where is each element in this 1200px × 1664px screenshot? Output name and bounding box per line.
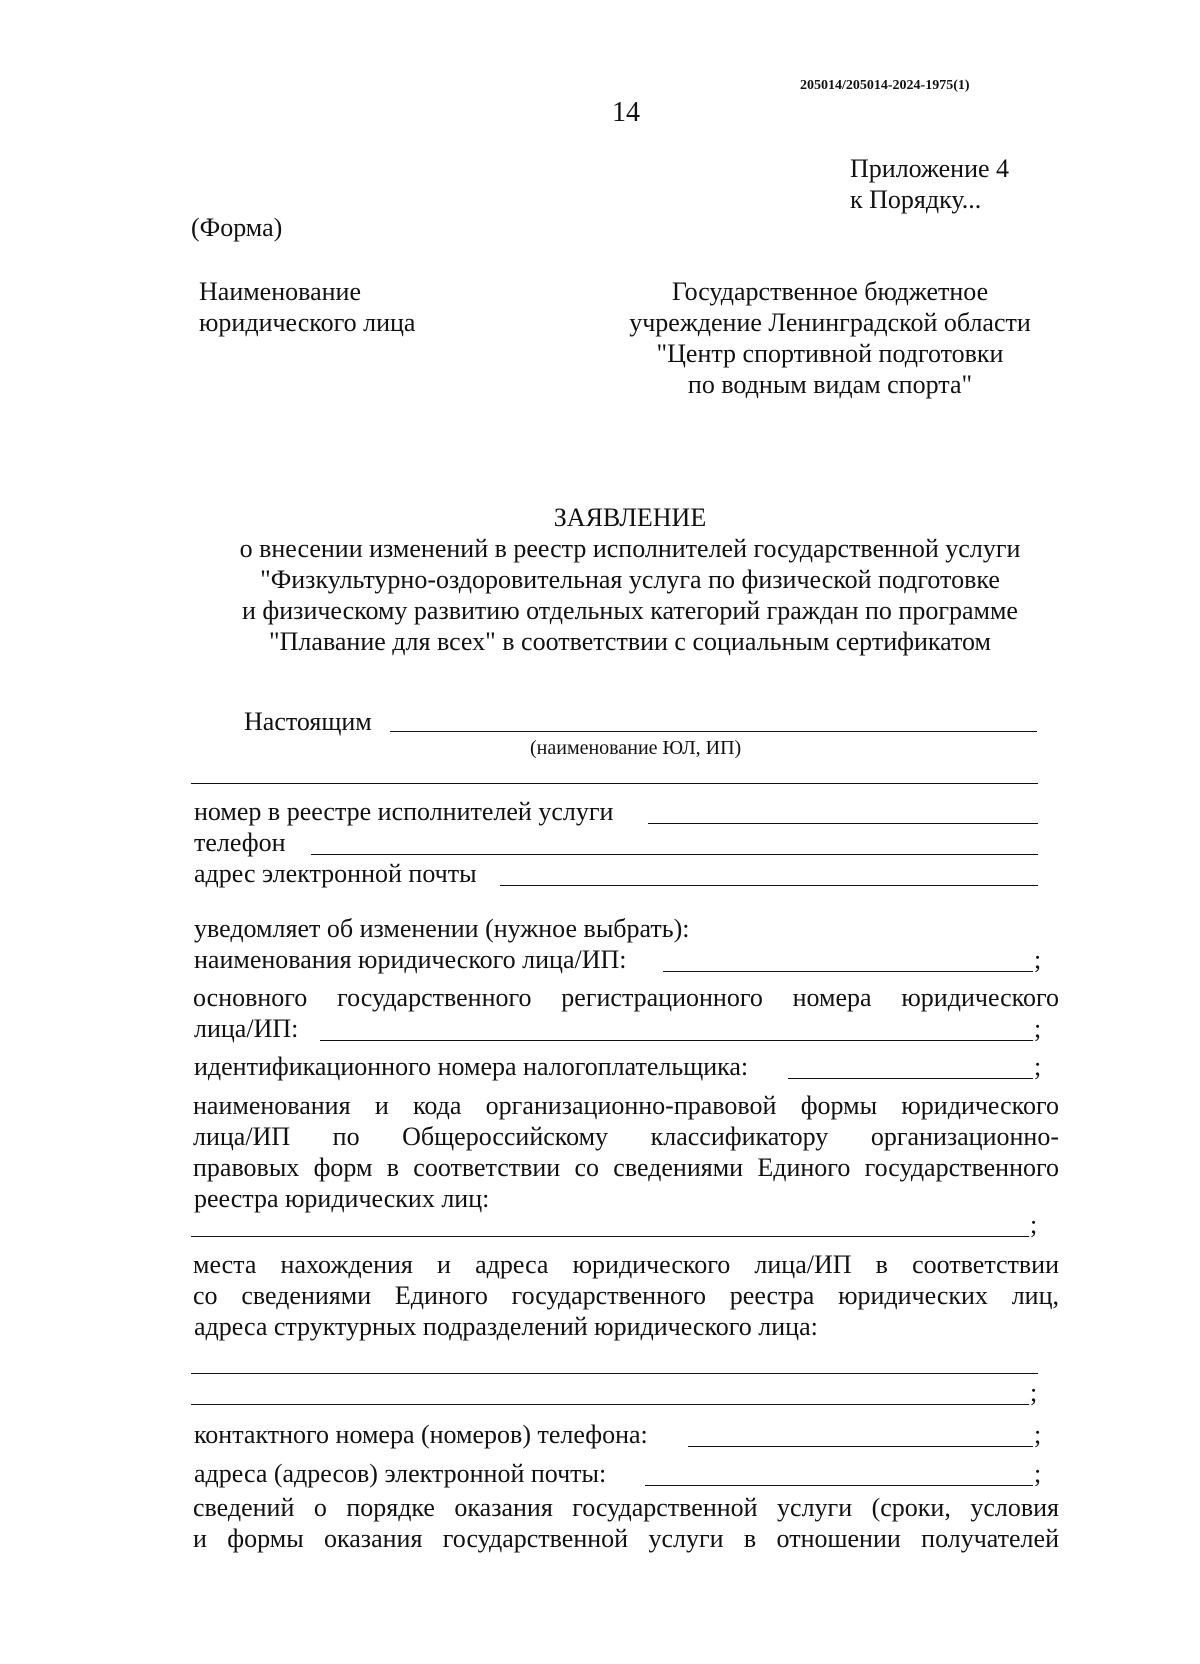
- document-id: 205014/205014-2024-1975(1): [800, 78, 970, 93]
- semicolon: ;: [1034, 1014, 1042, 1043]
- change-opf-label-cont: правовых форм в соответствии со сведениями Единого государственного: [193, 1153, 1059, 1182]
- change-contact-phone-field[interactable]: [688, 1446, 1033, 1447]
- title-subline: и физическому развитию отдельных категорий граждан по программе: [242, 596, 1018, 625]
- phone-label: телефон: [194, 828, 286, 857]
- entity-name-field[interactable]: [390, 731, 1037, 732]
- recipient-line: учреждение Ленинградской области: [629, 308, 1031, 337]
- appendix-reference: к Порядку...: [850, 185, 982, 214]
- recipient-line: по водным видам спорта": [687, 370, 973, 399]
- registry-number-field[interactable]: [648, 823, 1038, 824]
- email-field[interactable]: [500, 885, 1038, 886]
- email-label: адрес электронной почты: [194, 859, 477, 888]
- change-service-label-cont: и формы оказания государственной услуги в отношении получателей: [193, 1524, 1059, 1553]
- change-name-field[interactable]: [663, 971, 1033, 972]
- change-contact-phone-label: контактного номера (номеров) телефона:: [194, 1420, 648, 1449]
- changes-intro: уведомляет об изменении (нужное выбрать):: [194, 914, 690, 943]
- document-title: ЗАЯВЛЕНИЕ: [553, 503, 707, 532]
- change-ogrn-label: основного государственного регистрационного номера юридического: [193, 983, 1059, 1012]
- change-address-field[interactable]: [191, 1373, 1038, 1374]
- change-inn-field[interactable]: [788, 1078, 1033, 1079]
- change-opf-label-cont: реестра юридических лиц:: [194, 1184, 490, 1213]
- intro-label: Настоящим: [244, 707, 372, 736]
- change-contact-email-field[interactable]: [645, 1485, 1033, 1486]
- legal-entity-name-label: Наименование: [199, 277, 361, 306]
- phone-field[interactable]: [311, 854, 1038, 855]
- change-contact-email-label: адреса (адресов) электронной почты:: [194, 1459, 607, 1488]
- change-ogrn-field[interactable]: [320, 1040, 1033, 1041]
- recipient-line: Государственное бюджетное: [671, 277, 989, 306]
- semicolon: ;: [1034, 1459, 1042, 1488]
- title-subline: "Физкультурно-оздоровительная услуга по физической подготовке: [260, 565, 1000, 594]
- registry-number-label: номер в реестре исполнителей услуги: [194, 797, 614, 826]
- semicolon: ;: [1034, 945, 1042, 974]
- semicolon: ;: [1034, 1052, 1042, 1081]
- title-subline: "Плавание для всех" в соответствии с социальным сертификатом: [269, 627, 991, 656]
- change-address-label-cont: со сведениями Единого государственного реестра юридических лиц,: [193, 1281, 1059, 1310]
- change-opf-label: наименования и кода организационно-правовой формы юридического: [193, 1091, 1059, 1120]
- semicolon: ;: [1030, 1210, 1038, 1239]
- recipient-line: "Центр спортивной подготовки: [656, 339, 1004, 368]
- change-opf-field[interactable]: [191, 1236, 1029, 1237]
- change-address-label-cont: адреса структурных подразделений юридического лица:: [194, 1312, 818, 1341]
- form-label: (Форма): [191, 213, 283, 242]
- change-inn-label: идентификационного номера налогоплательщика:: [194, 1052, 749, 1081]
- change-ogrn-label-cont: лица/ИП:: [194, 1014, 299, 1043]
- title-subline: о внесении изменений в реестр исполнителей государственной услуги: [239, 534, 1021, 563]
- change-address-field-continued[interactable]: [191, 1404, 1029, 1405]
- change-service-label: сведений о порядке оказания государственной услуги (сроки, условия: [193, 1493, 1059, 1522]
- page-number: 14: [612, 97, 640, 128]
- semicolon: ;: [1030, 1378, 1038, 1407]
- entity-name-caption: (наименование ЮЛ, ИП): [530, 737, 742, 759]
- change-name-label: наименования юридического лица/ИП:: [194, 945, 627, 974]
- change-address-label: места нахождения и адреса юридического лица/ИП в соответствии: [193, 1250, 1059, 1279]
- semicolon: ;: [1034, 1420, 1042, 1449]
- entity-name-field-continued[interactable]: [191, 783, 1038, 784]
- change-opf-label-cont: лица/ИП по Общероссийскому классификатору организационно-: [193, 1122, 1059, 1151]
- appendix-label: Приложение 4: [850, 154, 1010, 183]
- legal-entity-name-label-cont: юридического лица: [199, 308, 416, 337]
